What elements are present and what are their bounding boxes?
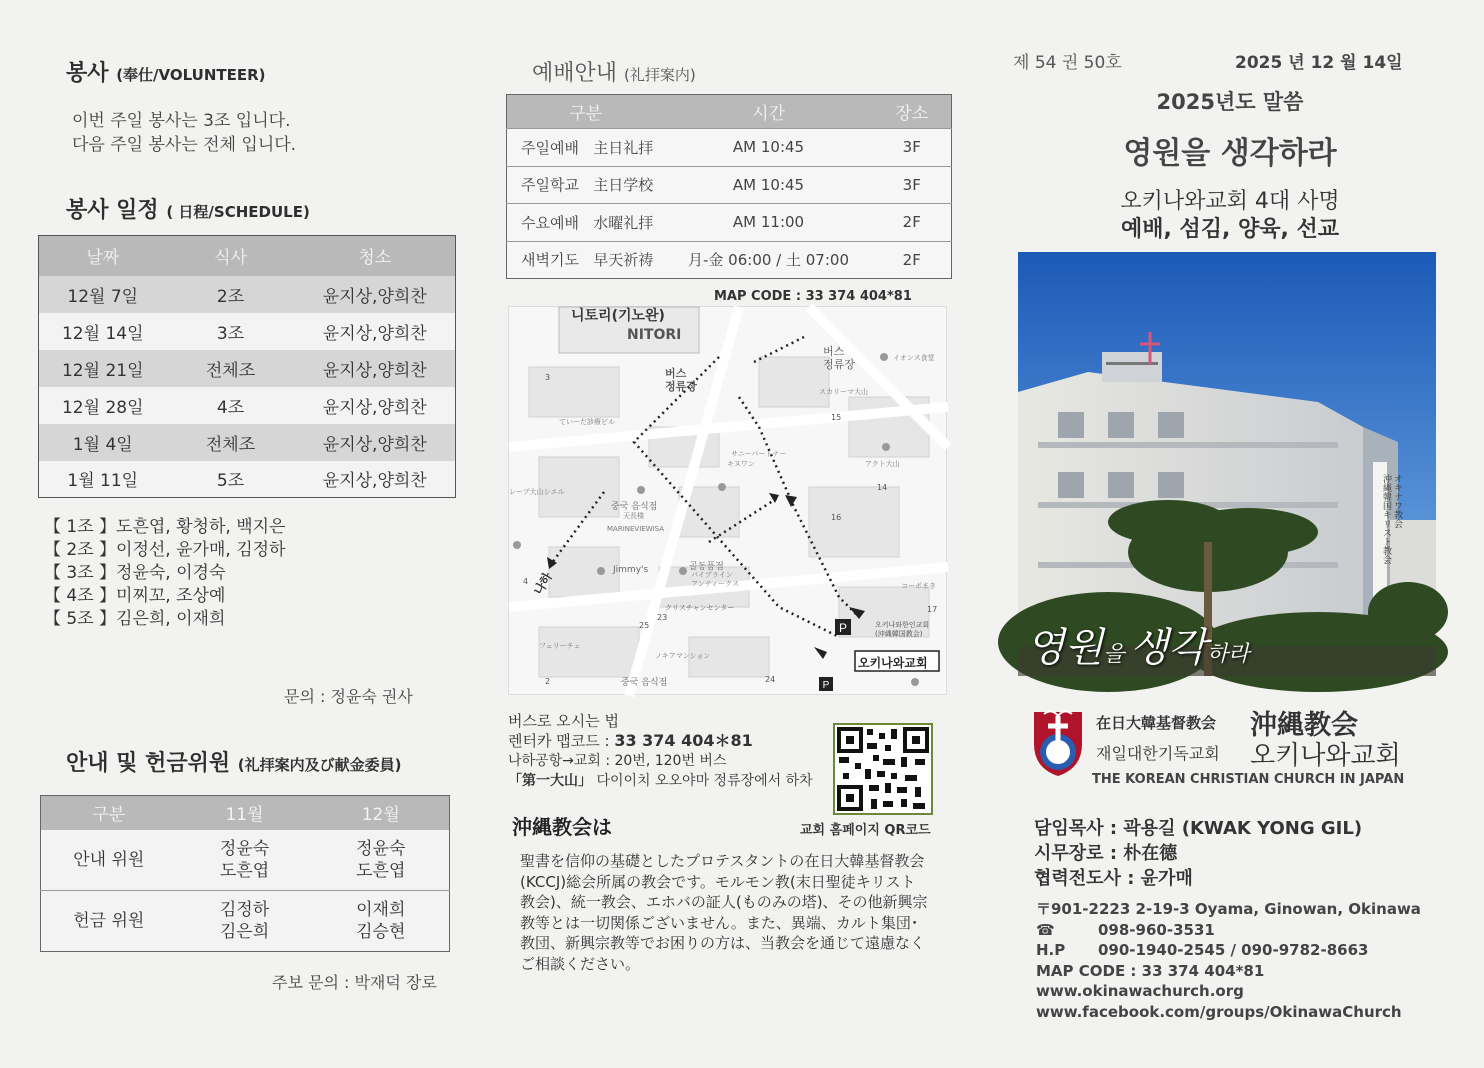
worship-table xyxy=(506,94,952,279)
worship-time: 月-金 06:00 / 土 07:00 xyxy=(665,241,873,279)
bulletin-inquiry: 주보 문의 : 박재덕 장로 xyxy=(272,973,437,992)
schedule-date: 1월 11일 xyxy=(39,461,167,498)
map-number: 3 xyxy=(545,373,551,382)
committee-name: 이재희 xyxy=(356,900,406,920)
schedule-title-text: 봉사 일정 xyxy=(66,198,159,223)
photo-caption-part: 을 xyxy=(1103,642,1125,667)
map-number: 2 xyxy=(545,677,551,686)
map-number: 25 xyxy=(639,621,650,630)
map-restaurant-2: 중국 음식점 xyxy=(621,678,668,688)
worship-title-text: 예배안내 xyxy=(532,61,618,86)
schedule-header-row xyxy=(39,236,456,276)
church-building-image xyxy=(1018,252,1436,676)
contact-hp-numbers[interactable]: 090-1940-2545 / 090-9782-8663 xyxy=(1098,941,1369,959)
map-jimmys: Jimmy's xyxy=(613,565,649,575)
schedule-table xyxy=(38,235,456,498)
map-place: スカリーマ大山 xyxy=(819,388,868,396)
schedule-date: 12월 28일 xyxy=(39,387,167,424)
schedule-clean: 윤지상,양희찬 xyxy=(295,424,456,461)
map-place: レーブ大山シエル xyxy=(509,488,565,496)
map-place: アクト大山 xyxy=(865,460,900,468)
worship-type xyxy=(507,204,665,242)
committee-header-row xyxy=(41,796,450,830)
worship-header-type: 구분 xyxy=(507,95,665,129)
worship-time: AM 11:00 xyxy=(665,204,873,242)
schedule-clean: 윤지상,양희찬 xyxy=(295,276,456,313)
bulletin-volume: 제 54 권 50호 xyxy=(1013,53,1122,73)
directions-stop-name: 「第一大山」 xyxy=(508,773,592,789)
committee-name: 도흔엽 xyxy=(356,860,406,881)
schedule-date: 1월 4일 xyxy=(39,424,167,461)
worship-type-kr: 주일학교 xyxy=(521,176,579,195)
church-photo xyxy=(1018,252,1436,676)
church-name-kr: 오키나와교회 xyxy=(1250,741,1401,771)
mission-title: 오키나와교회 4대 사명 xyxy=(1120,189,1340,214)
website-link[interactable]: www.okinawachurch.org xyxy=(1036,982,1244,1000)
contact-address: 〒901-2223 2-19-3 Oyama, Ginowan, Okinawa xyxy=(1036,900,1421,918)
map-place: ていーだ診療ビル xyxy=(559,418,615,426)
committee-header-nov: 11월 xyxy=(177,796,313,830)
map-place: フェリーチェ xyxy=(539,642,581,650)
contact-map-code: MAP CODE : 33 374 404*81 xyxy=(1036,961,1265,980)
staff-value: 朴在德 xyxy=(1123,843,1178,864)
map-church-label: 오키나와교회 xyxy=(858,656,928,670)
committee-name: 정윤숙 xyxy=(356,838,406,859)
table-row xyxy=(39,424,456,461)
directions-airport: 나하공항→교회 : 20번, 120번 버스 xyxy=(508,753,727,769)
table-row xyxy=(507,129,952,167)
committee-nov xyxy=(177,830,313,891)
map-place: ノキアマンション xyxy=(655,652,711,660)
directions xyxy=(508,711,813,791)
committee-header-role: 구분 xyxy=(41,796,177,830)
group-item: 【 3조 】정윤숙, 이경숙 xyxy=(44,563,226,583)
committee-title-sub: (礼拝案内及び献金委員) xyxy=(237,756,402,774)
svg-text:P: P xyxy=(838,621,848,635)
worship-type-jp: 早天祈祷 xyxy=(593,251,654,270)
motto: 영원을 생각하라 xyxy=(1123,136,1337,171)
worship-place: 3F xyxy=(873,129,952,167)
committee-name: 정윤숙 xyxy=(219,838,270,859)
committee-nov xyxy=(177,891,313,952)
staff-label: 협력전도사 : xyxy=(1034,868,1141,889)
committee-name: 김정하 xyxy=(219,900,270,920)
map-number: 16 xyxy=(831,513,842,522)
staff-list xyxy=(1034,816,1362,891)
map-bus-stop-2: 버스 정류장 xyxy=(823,345,855,371)
map-nitori-en: NITORI xyxy=(627,327,682,343)
table-row xyxy=(507,204,952,242)
committee-header-dec: 12월 xyxy=(313,796,450,830)
building-sign: オキナワ教会 沖縄韓国キリスト教会 xyxy=(1381,474,1402,564)
contact-hp xyxy=(1036,940,1421,961)
directions-rental xyxy=(508,731,813,751)
map-place: コーポまき xyxy=(901,582,936,590)
schedule-title xyxy=(66,193,310,224)
group-item: 【 4조 】미찌꼬, 조상예 xyxy=(44,586,226,606)
map-restaurant-1: 중국 음식점 xyxy=(611,502,658,512)
schedule-clean: 윤지상,양희찬 xyxy=(295,461,456,498)
contact-tel xyxy=(1036,920,1421,941)
volunteer-line-2: 다음 주일 봉사는 전체 입니다. xyxy=(72,135,297,155)
photo-caption xyxy=(1026,616,1249,673)
worship-type xyxy=(507,129,665,167)
directions-stop-text: 다이이치 오오야마 정류장에서 하차 xyxy=(592,773,813,789)
group-list xyxy=(44,516,285,631)
worship-header-row xyxy=(507,95,952,129)
schedule-meal: 5조 xyxy=(167,461,295,498)
schedule-clean: 윤지상,양희찬 xyxy=(295,350,456,387)
group-item: 【 1조 】도흔엽, 황청하, 백지은 xyxy=(44,517,286,537)
map-antique: 골동품점 xyxy=(689,562,724,572)
worship-type-jp: 水曜礼拝 xyxy=(593,213,654,232)
table-row xyxy=(39,313,456,350)
map-place: キヌワン xyxy=(727,460,755,468)
svg-text:P: P xyxy=(822,680,830,691)
photo-caption-part: 하라 xyxy=(1206,642,1250,667)
directions-title: 버스로 오시는 법 xyxy=(508,712,619,730)
map-church-small: 오키나와한인교회 (沖縄韓国教会) xyxy=(875,621,930,638)
map-number: 24 xyxy=(765,675,776,684)
schedule-meal: 전체조 xyxy=(167,424,295,461)
committee-table xyxy=(40,795,450,952)
volunteer-title-text: 봉사 xyxy=(66,61,109,86)
group-item: 【 5조 】김은희, 이재희 xyxy=(44,609,226,629)
worship-title xyxy=(532,56,696,87)
worship-place: 2F xyxy=(873,204,952,242)
volunteer-inquiry: 문의 : 정윤숙 권사 xyxy=(284,687,413,706)
worship-header-time: 시간 xyxy=(665,95,873,129)
church-map[interactable] xyxy=(508,289,947,695)
committee-name: 도흔엽 xyxy=(219,860,270,881)
worship-header-place: 장소 xyxy=(873,95,952,129)
mission-items: 예배, 섬김, 양육, 선교 xyxy=(1120,217,1340,242)
map-code-label: MAP CODE : 33 374 404*81 xyxy=(714,289,912,304)
committee-name: 김은희 xyxy=(219,922,270,942)
staff-evangelist xyxy=(1034,866,1362,891)
contact-tel-number[interactable]: 098-960-3531 xyxy=(1098,920,1215,939)
worship-title-sub: (礼拝案内) xyxy=(624,66,696,84)
map-christian-center: クリスチャンセンター xyxy=(665,604,735,612)
qr-code-icon xyxy=(835,725,931,813)
photo-caption-part: 생각 xyxy=(1129,625,1207,671)
map-naha: 나하 xyxy=(531,570,555,598)
schedule-header-clean: 청소 xyxy=(295,236,456,276)
about-title: 沖縄教会は xyxy=(512,815,612,839)
schedule-meal: 전체조 xyxy=(167,350,295,387)
committee-dec xyxy=(313,891,450,952)
map-number: 23 xyxy=(657,613,668,622)
schedule-clean: 윤지상,양희찬 xyxy=(295,313,456,350)
church-name-en: THE KOREAN CHRISTIAN CHURCH IN JAPAN xyxy=(1092,772,1405,787)
schedule-date: 12월 21일 xyxy=(39,350,167,387)
worship-place: 3F xyxy=(873,166,952,204)
homepage-qr-code[interactable] xyxy=(833,723,933,815)
map-nitori-kr: 니토리(기노완) xyxy=(571,308,665,324)
church-name-jp: 沖縄教会 xyxy=(1250,710,1358,741)
worship-time: AM 10:45 xyxy=(665,129,873,167)
worship-type-jp: 主日礼拝 xyxy=(593,138,654,157)
worship-time: AM 10:45 xyxy=(665,166,873,204)
committee-role: 안내 위원 xyxy=(41,830,177,891)
map-antique-sub: パイプライン アンティークス xyxy=(691,571,740,588)
table-row xyxy=(39,276,456,313)
map-place: サニーパートナー xyxy=(731,450,787,458)
committee-title xyxy=(66,746,401,777)
schedule-date: 12월 14일 xyxy=(39,313,167,350)
committee-title-text: 안내 및 헌금위원 xyxy=(66,751,231,776)
map-blocks xyxy=(529,357,929,677)
worship-type-kr: 새벽기도 xyxy=(521,251,579,270)
schedule-title-sub: ( 日程/SCHEDULE) xyxy=(166,203,310,221)
volunteer-title-sub: (奉仕/VOLUNTEER) xyxy=(116,66,266,84)
qr-caption: 교회 홈페이지 QR코드 xyxy=(800,823,931,838)
committee-name: 김승현 xyxy=(356,922,406,942)
contact-block xyxy=(1036,899,1421,1022)
map-number: 15 xyxy=(831,413,842,422)
staff-elder xyxy=(1034,841,1362,866)
table-row xyxy=(39,461,456,498)
staff-value: 윤가매 xyxy=(1140,868,1193,889)
bulletin-date: 2025 년 12 월 14일 xyxy=(1235,53,1403,73)
denomination-jp: 在日大韓基督教会 xyxy=(1096,714,1217,732)
map-restaurant-1-sub: 天長楼 xyxy=(623,512,644,520)
committee-dec xyxy=(313,830,450,891)
map-bus-stop-1: 버스 정류장 xyxy=(665,367,697,393)
map-number: 4 xyxy=(523,577,529,586)
schedule-clean: 윤지상,양희찬 xyxy=(295,387,456,424)
directions-rental-label: 렌터카 맵코드 : xyxy=(508,732,615,750)
volunteer-title xyxy=(66,56,266,87)
worship-type-jp: 主日学校 xyxy=(593,176,654,195)
map-place: イオンス食堂 xyxy=(893,354,935,362)
map-number: 17 xyxy=(927,605,938,614)
church-logo-icon xyxy=(1030,706,1086,778)
table-row xyxy=(39,350,456,387)
staff-pastor xyxy=(1034,816,1362,841)
worship-type-kr: 주일예배 xyxy=(521,138,579,157)
map-marineview: MARINEVIEWISA xyxy=(607,525,665,533)
motto-year: 2025년도 말씀 xyxy=(1156,90,1304,114)
volunteer-line-1: 이번 주일 봉사는 3조 입니다. xyxy=(72,111,291,131)
worship-type xyxy=(507,166,665,204)
staff-label: 담임목사 : xyxy=(1034,818,1124,839)
worship-place: 2F xyxy=(873,241,952,279)
denomination-kr: 재일대한기독교회 xyxy=(1096,744,1220,763)
table-row xyxy=(507,166,952,204)
schedule-header-meal: 식사 xyxy=(167,236,295,276)
contact-hp-label: H.P xyxy=(1036,941,1066,959)
schedule-date: 12월 7일 xyxy=(39,276,167,313)
about-body: 聖書を信仰の基礎としたプロテスタントの在日大韓基督教会(KCCJ)総会所属の教会です。モルモン教(末日聖徒キリスト教会)、統一教会、エホバの証人(ものみの塔)、その他新興宗教等とは一切関係ございません。また、異端、カルト集団･教団、新興宗教等でお困りの方は、当教会を通じて遠慮なくご相談ください。 xyxy=(520,852,928,973)
table-row xyxy=(41,891,450,952)
schedule-meal: 3조 xyxy=(167,313,295,350)
worship-type-kr: 수요예배 xyxy=(521,213,579,232)
staff-value: 곽용길 (KWAK YONG GIL) xyxy=(1123,818,1363,839)
table-row xyxy=(39,387,456,424)
group-item: 【 2조 】이정선, 윤가매, 김정하 xyxy=(44,540,286,560)
phone-icon: ☎ xyxy=(1036,920,1055,939)
map-number: 14 xyxy=(877,483,888,492)
staff-label: 시무장로 : xyxy=(1034,843,1124,864)
directions-stop xyxy=(508,771,813,791)
schedule-meal: 2조 xyxy=(167,276,295,313)
photo-caption-part: 영원 xyxy=(1026,625,1104,671)
table-row xyxy=(507,241,952,279)
facebook-link[interactable]: www.facebook.com/groups/OkinawaChurch xyxy=(1036,1002,1402,1021)
schedule-meal: 4조 xyxy=(167,387,295,424)
schedule-header-date: 날짜 xyxy=(39,236,167,276)
worship-type xyxy=(507,241,665,279)
directions-rental-code: 33 374 404＊81 xyxy=(614,731,753,750)
table-row xyxy=(41,830,450,891)
committee-role: 헌금 위원 xyxy=(41,891,177,952)
